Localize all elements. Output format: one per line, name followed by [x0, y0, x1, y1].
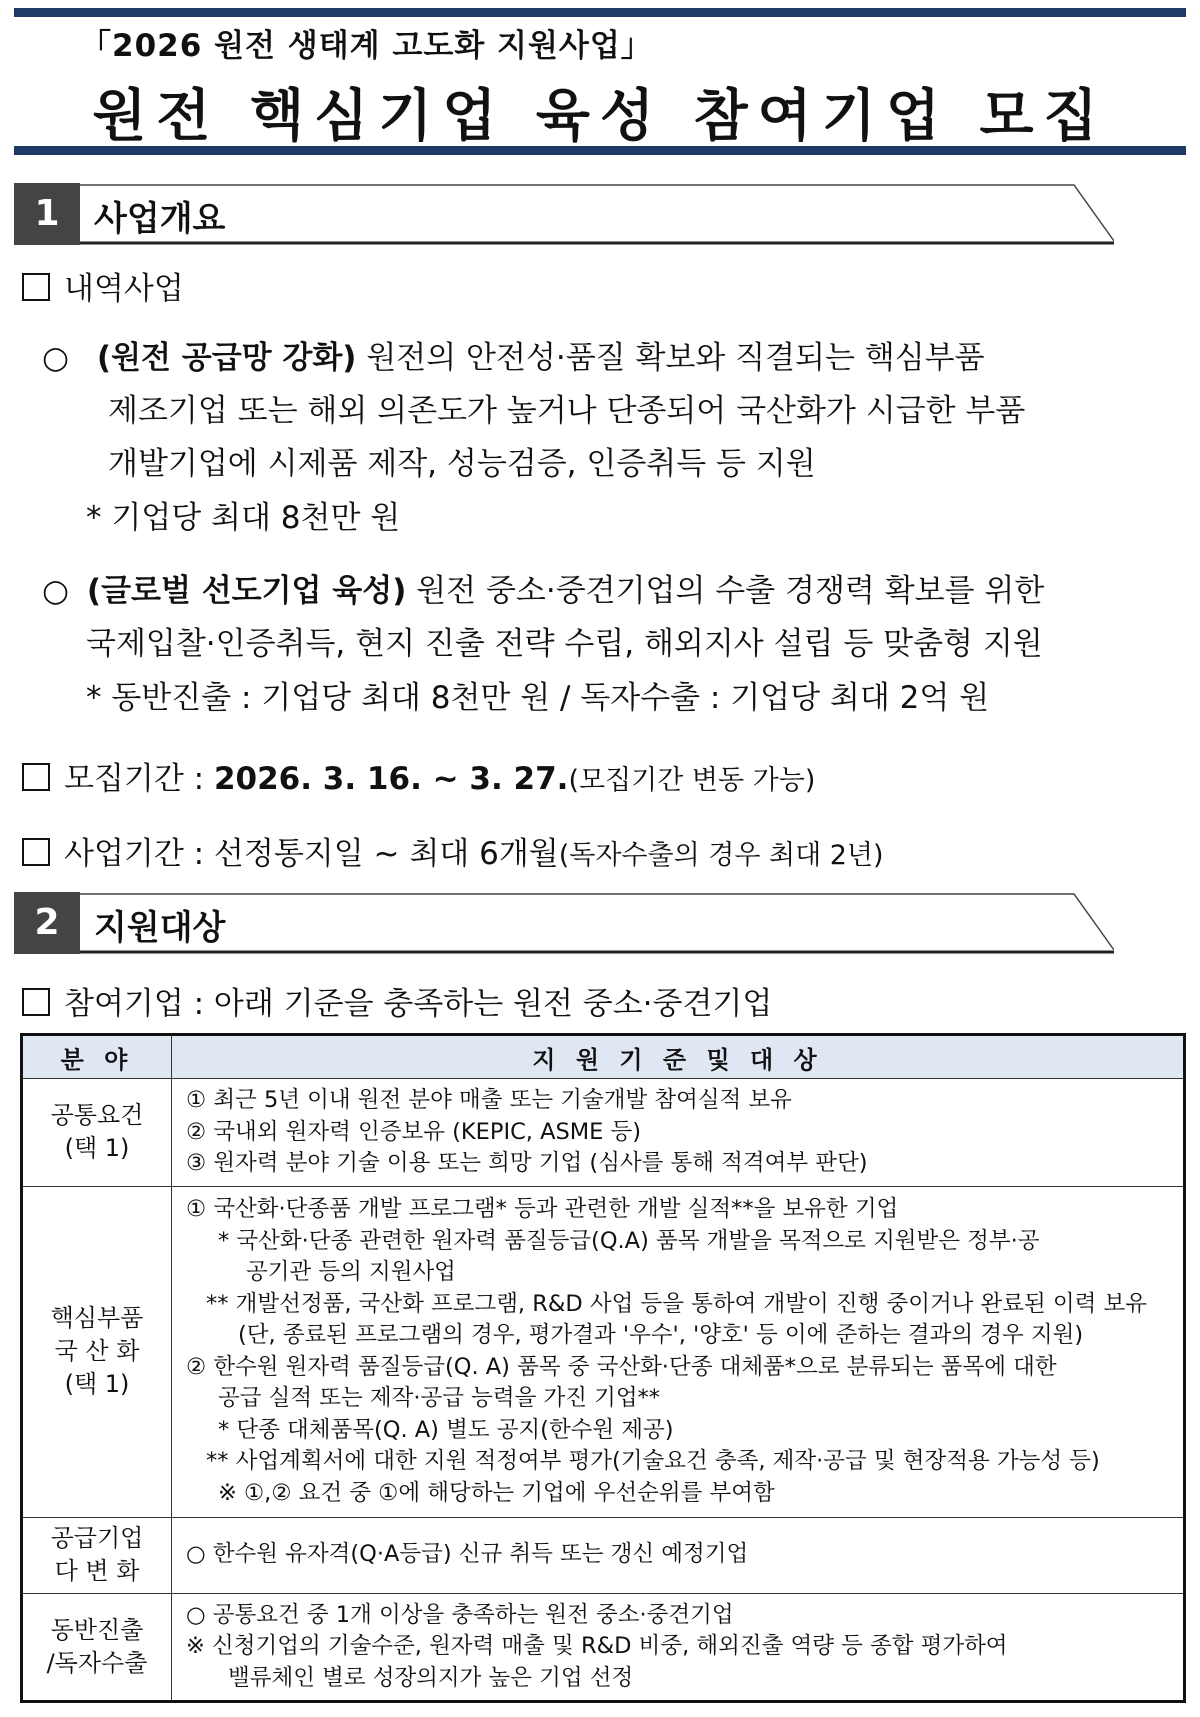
item-recruit-period — [22, 753, 815, 798]
criteria-footnote: * 단종 대체품목(Q. A) 별도 공지(한수원 제공) — [218, 1416, 674, 1443]
criteria-footnote: * 국산화·단종 관련한 원자력 품질등급(Q.A) 품목 개발을 목적으로 지원받은 정부·공 — [218, 1227, 1040, 1254]
criteria-line: ○ 공통요건 중 1개 이상을 충족하는 원전 중소·중견기업 — [186, 1601, 734, 1628]
checkbox-icon — [22, 273, 50, 301]
bullet-text: 원전의 안전성·품질 확보와 직결되는 핵심부품 — [356, 340, 985, 376]
row-category — [22, 1593, 172, 1702]
bullet-global-leader — [42, 565, 1044, 610]
row-category — [22, 1517, 172, 1593]
section-heading: 지원대상 — [94, 908, 226, 948]
project-period-note: (독자수출의 경우 최대 2년) — [558, 840, 884, 871]
table-row — [22, 1593, 1185, 1702]
circle-bullet-icon: ○ — [42, 340, 70, 376]
criteria-footnote: (단, 종료된 프로그램의 경우, 평가결과 '우수', '양호' 등 이에 준하는 결과의 경우 지원) — [238, 1322, 1084, 1348]
category-line: 다 변 화 — [54, 1557, 140, 1585]
bullet-note: * 기업당 최대 8천만 원 — [86, 500, 401, 536]
criteria-line: ② 국내외 원자력 인증보유 (KEPIC, ASME 등) — [186, 1118, 642, 1145]
row-criteria — [172, 1186, 1185, 1517]
section-number: 1 — [14, 183, 80, 245]
recruit-note: (모집기간 변동 가능) — [568, 765, 816, 796]
section-2-header — [14, 892, 1114, 954]
page-title: 원전 핵심기업 육성 참여기업 모집 — [92, 84, 1108, 149]
bullet-line: 국제입찰·인증취득, 현지 진출 전략 수립, 해외지사 설립 등 맞춤형 지원 — [86, 626, 1043, 662]
table-row — [22, 1517, 1185, 1593]
row-criteria — [172, 1517, 1185, 1593]
criteria-note: ※ 신청기업의 기술수준, 원자력 매출 및 R&D 비중, 해외진출 역량 등 종합 평가하여 — [186, 1633, 1008, 1659]
row-criteria — [172, 1079, 1185, 1187]
item-label: 참여기업 : 아래 기준을 충족하는 원전 중소·중견기업 — [64, 986, 773, 1022]
section-heading: 사업개요 — [94, 199, 226, 239]
category-line: 국 산 화 — [54, 1337, 140, 1365]
bullet-note: * 동반진출 : 기업당 최대 8천만 원 / 독자수출 : 기업당 최대 2억 원 — [86, 680, 990, 716]
project-subtitle: 「2026 원전 생태계 고도화 지원사업」 — [80, 28, 653, 64]
item-subproject — [22, 263, 184, 308]
criteria-line: ② 한수원 원자력 품질등급(Q. A) 품목 중 국산화·단종 대체품*으로 분류되는 품목에 대한 — [186, 1353, 1057, 1380]
project-period-label: 사업기간 : 선정통지일 ~ 최대 6개월 — [64, 836, 559, 872]
col-header-criteria: 지 원 기 준 및 대 상 — [172, 1035, 1185, 1079]
col-header-field: 분 야 — [22, 1035, 172, 1079]
section-1-header — [14, 183, 1114, 245]
checkbox-icon — [22, 988, 50, 1016]
criteria-line: ① 국산화·단종품 개발 프로그램* 등과 관련한 개발 실적**을 보유한 기업 — [186, 1196, 899, 1222]
criteria-footnote: ** 개발선정품, 국산화 프로그램, R&D 사업 등을 통하여 개발이 진행 중이거나 완료된 이력 보유 — [206, 1290, 1148, 1317]
criteria-line: ③ 원자력 분야 기술 이용 또는 희망 기업 (심사를 통해 적격여부 판단) — [186, 1150, 868, 1176]
bullet-line: 제조기업 또는 해외 의존도가 높거나 단종되어 국산화가 시급한 부품 — [108, 393, 1026, 429]
row-category — [22, 1186, 172, 1517]
table-row — [22, 1079, 1185, 1187]
item-project-period — [22, 828, 884, 873]
category-line: 공급기업 — [50, 1524, 144, 1552]
category-line: (택 1) — [64, 1134, 130, 1163]
category-line: 핵심부품 — [50, 1304, 144, 1332]
category-line: (택 1) — [64, 1370, 130, 1398]
bullet-text: 원전 중소·중견기업의 수출 경쟁력 확보를 위한 — [406, 573, 1045, 609]
recruit-dates: 2026. 3. 16. ~ 3. 27. — [213, 761, 569, 797]
criteria-footnote: ** 사업계획서에 대한 지원 적정여부 평가(기술요건 충족, 제작·공급 및 현장적용 가능성 등) — [206, 1448, 1100, 1474]
criteria-line: 공급 실적 또는 제작·공급 능력을 가진 기업** — [218, 1385, 661, 1411]
checkbox-icon — [22, 838, 50, 866]
category-line: /독자수출 — [46, 1648, 148, 1677]
bullet-line: 개발기업에 시제품 제작, 성능검증, 인증취득 등 지원 — [108, 446, 816, 482]
table-row — [22, 1186, 1185, 1517]
table-header-row — [22, 1035, 1185, 1079]
criteria-footnote: 공기관 등의 지원사업 — [246, 1259, 456, 1285]
bullet-supply-chain — [42, 332, 985, 377]
circle-bullet-icon: ○ — [42, 573, 70, 609]
criteria-line: ① 최근 5년 이내 원전 분야 매출 또는 기술개발 참여실적 보유 — [186, 1087, 792, 1113]
criteria-line: ○ 한수원 유자격(Q·A등급) 신규 취득 또는 갱신 예정기업 — [186, 1541, 749, 1568]
checkbox-icon — [22, 763, 50, 791]
criteria-note: ※ ①,② 요건 중 ①에 해당하는 기업에 우선순위를 부여함 — [218, 1479, 775, 1506]
top-rule — [14, 8, 1186, 17]
criteria-note: 밸류체인 별로 성장의지가 높은 기업 선정 — [228, 1664, 634, 1691]
bullet-lead: (글로벌 선도기업 육성) — [86, 573, 407, 609]
recruit-label: 모집기간 : — [64, 761, 214, 797]
item-label: 내역사업 — [64, 271, 184, 307]
eligibility-table — [20, 1033, 1186, 1703]
row-category — [22, 1079, 172, 1187]
section-number: 2 — [14, 892, 80, 954]
row-criteria — [172, 1593, 1185, 1702]
item-participants — [22, 978, 772, 1023]
bullet-lead: (원전 공급망 강화) — [96, 340, 357, 376]
category-line: 공통요건 — [50, 1101, 144, 1130]
category-line: 동반진출 — [50, 1615, 144, 1644]
